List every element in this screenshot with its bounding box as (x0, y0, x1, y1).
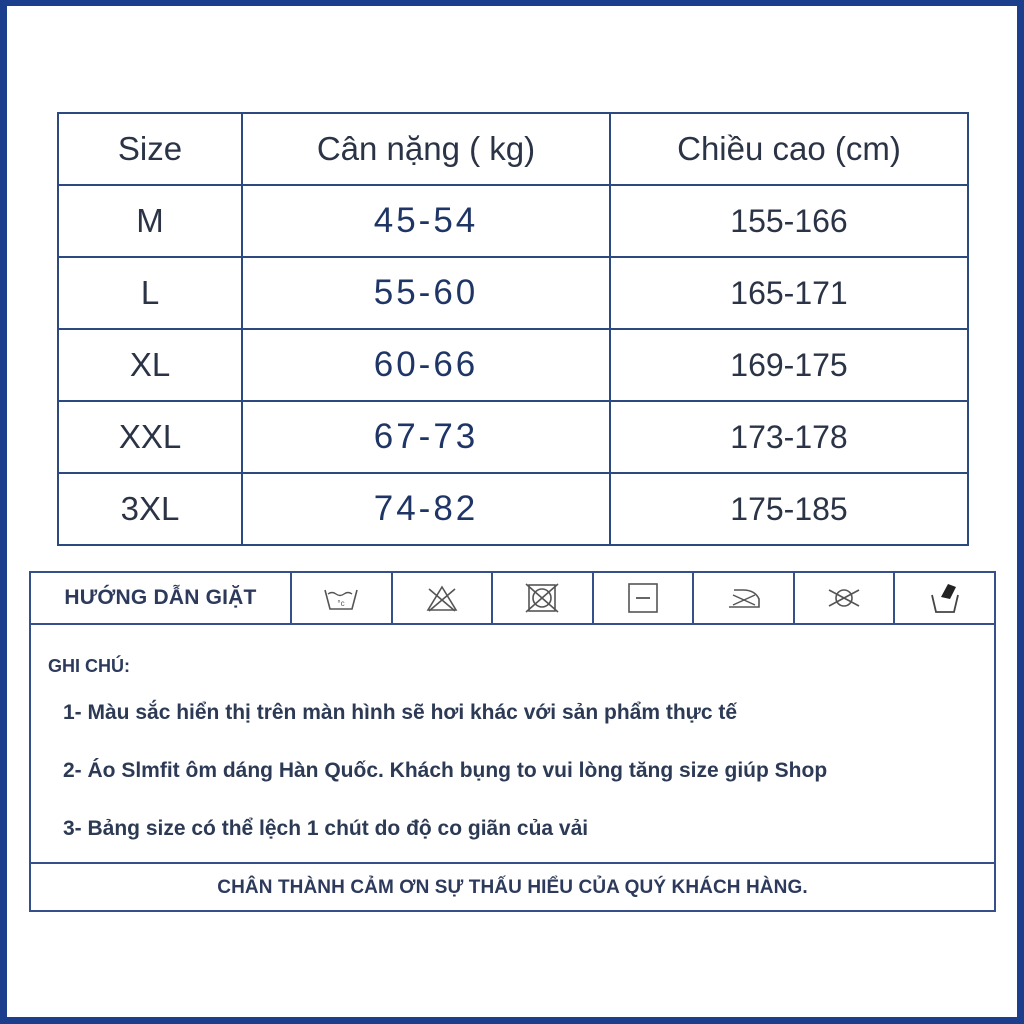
note-item: 1- Màu sắc hiển thị trên màn hình sẽ hơi khác với sản phẩm thực tế (63, 701, 738, 724)
size-cell: XXL (58, 401, 242, 473)
table-row (58, 401, 968, 473)
svg-text:°c: °c (337, 599, 345, 608)
table-row (58, 185, 968, 257)
size-cell: L (58, 257, 242, 329)
care-icon-cell (895, 573, 994, 623)
header-height: Chiều cao (cm) (610, 113, 968, 185)
care-icon-cell (493, 573, 594, 623)
care-notes-box (29, 571, 996, 912)
height-cell: 169-175 (610, 329, 968, 401)
care-icon-cell (795, 573, 896, 623)
no-bleach-icon (423, 581, 461, 615)
weight-cell: 55-60 (242, 257, 610, 329)
size-cell: 3XL (58, 473, 242, 545)
iron-low-icon (725, 581, 763, 615)
table-row (58, 329, 968, 401)
wash-30-icon (322, 581, 360, 615)
height-cell: 165-171 (610, 257, 968, 329)
care-icon-cell (292, 573, 393, 623)
care-instructions-row (31, 573, 994, 625)
notes-section (31, 625, 994, 864)
weight-cell: 67-73 (242, 401, 610, 473)
note-item: 3- Bảng size có thể lệch 1 chút do độ co giãn của vải (63, 817, 589, 840)
table-row (58, 257, 968, 329)
height-cell: 175-185 (610, 473, 968, 545)
size-table (57, 112, 969, 546)
size-cell: M (58, 185, 242, 257)
care-icon-cell (594, 573, 695, 623)
weight-cell: 60-66 (242, 329, 610, 401)
header-weight: Cân nặng ( kg) (242, 113, 610, 185)
care-icon-cell (694, 573, 795, 623)
note-item: 2- Áo Slmfit ôm dáng Hàn Quốc. Khách bụng to vui lòng tăng size giúp Shop (63, 759, 828, 782)
dry-flat-icon (624, 581, 662, 615)
no-tumble-dry-icon (523, 581, 561, 615)
hand-wash-icon (926, 581, 964, 615)
height-cell: 155-166 (610, 185, 968, 257)
table-row (58, 473, 968, 545)
size-cell: XL (58, 329, 242, 401)
table-header-row (58, 113, 968, 185)
thanks-message: CHÂN THÀNH CẢM ƠN SỰ THẤU HIỂU CỦA QUÝ KHÁCH HÀNG. (217, 877, 808, 898)
no-dry-clean-icon (825, 581, 863, 615)
care-icon-cell (393, 573, 494, 623)
care-title: HƯỚNG DẪN GIẶT (31, 573, 292, 623)
height-cell: 173-178 (610, 401, 968, 473)
weight-cell: 74-82 (242, 473, 610, 545)
weight-cell: 45-54 (242, 185, 610, 257)
notes-title: GHI CHÚ: (48, 656, 130, 676)
header-size: Size (58, 113, 242, 185)
